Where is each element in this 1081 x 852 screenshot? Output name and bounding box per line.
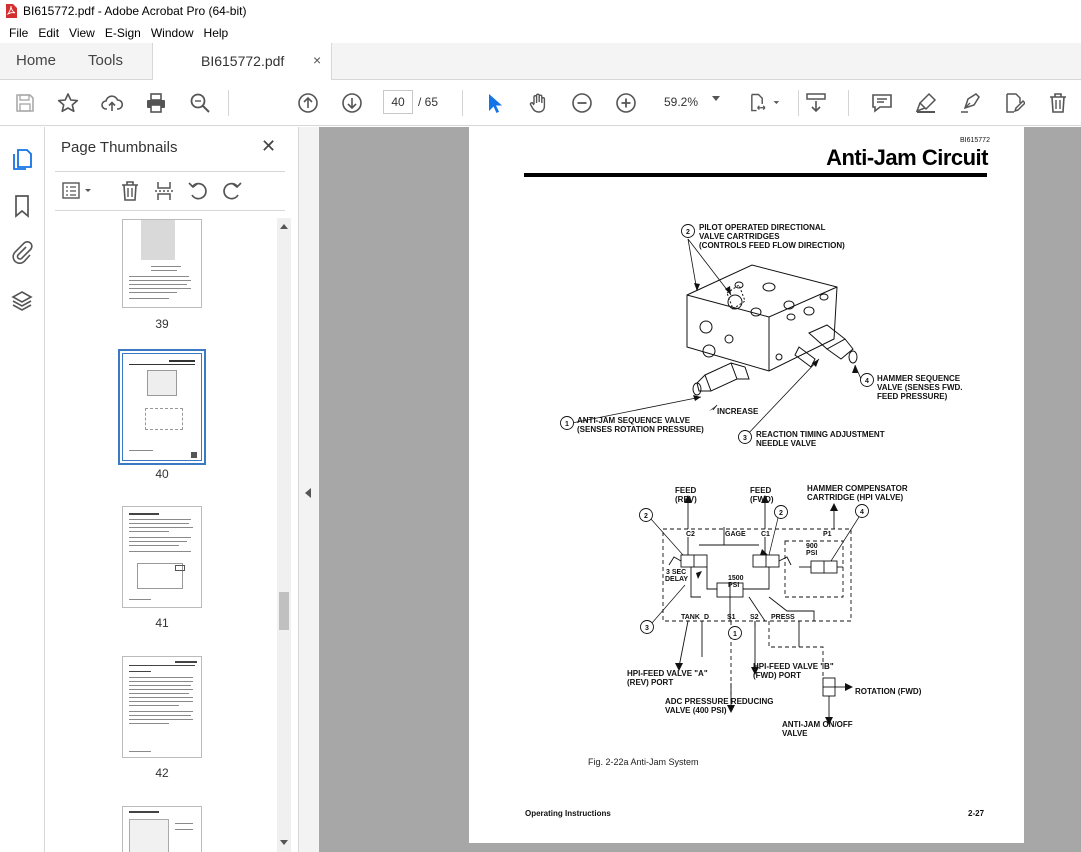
delete-button[interactable] bbox=[1046, 91, 1070, 115]
select-tool-button[interactable] bbox=[482, 91, 506, 115]
collapse-arrow-icon[interactable] bbox=[305, 488, 311, 498]
find-button[interactable] bbox=[188, 91, 212, 115]
chevron-down-icon bbox=[712, 96, 720, 101]
bookmark-icon bbox=[10, 194, 34, 218]
callout-2a: 2 bbox=[644, 513, 648, 520]
label-c2: C2 bbox=[686, 531, 695, 538]
callout-2b: 2 bbox=[779, 510, 783, 517]
label-900: 900 bbox=[806, 543, 818, 550]
callout-1: 1 bbox=[733, 631, 737, 638]
page-thumbnails-button[interactable] bbox=[10, 147, 34, 171]
comment-button[interactable] bbox=[870, 91, 894, 115]
pen-nib-icon bbox=[959, 92, 981, 114]
arrow-up-circle-icon bbox=[297, 92, 319, 114]
layers-button[interactable] bbox=[10, 289, 34, 313]
label-c1: C1 bbox=[761, 531, 770, 538]
thumbnails-panel bbox=[45, 127, 299, 852]
label-directional-3: (CONTROLS FEED FLOW DIRECTION) bbox=[699, 241, 845, 250]
window-title: BI615772.pdf - Adobe Acrobat Pro (64-bit) bbox=[23, 4, 247, 18]
extract-pages-icon[interactable] bbox=[153, 180, 175, 202]
tab-home[interactable]: Home bbox=[16, 52, 57, 69]
cursor-arrow-icon bbox=[483, 92, 505, 114]
label-increase: INCREASE bbox=[717, 407, 759, 416]
menu-window[interactable]: Window bbox=[150, 25, 194, 40]
label-tank: TANK bbox=[681, 614, 700, 621]
label-feed-fwd-2: (FWD) bbox=[750, 495, 774, 504]
label-delay-1: 3 SEC bbox=[666, 569, 687, 576]
edit-pdf-button[interactable] bbox=[1002, 91, 1026, 115]
label-hpi-b-1: HPI-FEED VALVE "B" bbox=[753, 662, 834, 671]
label-feed-rev-1: FEED bbox=[675, 486, 697, 495]
scroll-down-icon bbox=[805, 92, 827, 114]
save-button[interactable] bbox=[13, 91, 37, 115]
label-reaction-2: NEEDLE VALVE bbox=[756, 439, 817, 448]
scroll-mode-button[interactable] bbox=[804, 91, 828, 115]
document-tab-label: BI615772.pdf bbox=[201, 53, 285, 69]
label-d: D bbox=[704, 614, 710, 621]
page-total: / 65 bbox=[418, 95, 439, 109]
tab-tools[interactable]: Tools bbox=[88, 52, 124, 69]
label-hammer-comp-2: CARTRIDGE (HPI VALVE) bbox=[807, 493, 904, 502]
pdf-page bbox=[469, 127, 1024, 843]
label-press: PRESS bbox=[771, 614, 795, 621]
callout-3: 3 bbox=[645, 625, 649, 632]
label-hpi-b-2: (FWD) PORT bbox=[753, 671, 801, 680]
footer-left: Operating Instructions bbox=[525, 809, 611, 818]
label-rotation: ROTATION (FWD) bbox=[855, 687, 922, 696]
label-hammer-comp-1: HAMMER COMPENSATOR bbox=[807, 484, 908, 493]
options-menu-icon[interactable] bbox=[61, 180, 97, 202]
thumbnail-scrollbar[interactable] bbox=[277, 218, 291, 852]
bookmark-star-button[interactable] bbox=[56, 91, 80, 115]
thumbnail-label: 42 bbox=[155, 766, 169, 780]
thumbnail-list bbox=[45, 219, 277, 852]
menu-bar bbox=[0, 22, 1081, 43]
label-directional-2: VALVE CARTRIDGES bbox=[699, 232, 780, 241]
search-icon bbox=[189, 92, 211, 114]
label-1500-psi: PSI bbox=[728, 582, 740, 589]
label-s2: S2 bbox=[750, 614, 759, 621]
scroll-down-arrow-icon[interactable] bbox=[280, 840, 288, 845]
thumbnail-page-40[interactable] bbox=[122, 353, 202, 461]
label-feed-rev-2: (REV) bbox=[675, 495, 697, 504]
valve-block-drawing bbox=[687, 265, 857, 395]
highlighter-icon bbox=[915, 92, 937, 114]
label-hammer-seq-3: FEED PRESSURE) bbox=[877, 392, 948, 401]
navigation-rail bbox=[0, 127, 45, 852]
label-gage: GAGE bbox=[725, 531, 746, 538]
label-antijam-onoff-1: ANTI-JAM ON/OFF bbox=[782, 720, 853, 729]
scroll-up-arrow-icon[interactable] bbox=[280, 224, 288, 229]
next-page-button[interactable] bbox=[340, 91, 364, 115]
figure-caption: Fig. 2-22a Anti-Jam System bbox=[588, 757, 699, 767]
tab-bar bbox=[0, 43, 1081, 80]
rotate-left-icon[interactable] bbox=[187, 180, 209, 202]
tab-document[interactable] bbox=[152, 43, 332, 80]
callout-2-top: 2 bbox=[686, 229, 690, 236]
page-display-button[interactable] bbox=[748, 91, 784, 115]
callout-4: 4 bbox=[860, 509, 864, 516]
star-icon bbox=[57, 92, 79, 114]
document-id: BI615772 bbox=[960, 137, 990, 144]
label-antijam-seq-1: ANTI-JAM SEQUENCE VALVE bbox=[577, 416, 691, 425]
previous-page-button[interactable] bbox=[296, 91, 320, 115]
label-antijam-seq-2: (SENSES ROTATION PRESSURE) bbox=[577, 425, 704, 434]
label-feed-fwd-1: FEED bbox=[750, 486, 772, 495]
callout-3-top: 3 bbox=[743, 435, 747, 442]
zoom-out-button[interactable] bbox=[570, 91, 594, 115]
document-edit-icon bbox=[1003, 92, 1025, 114]
menu-file[interactable]: File bbox=[9, 25, 29, 40]
label-reaction-1: REACTION TIMING ADJUSTMENT bbox=[756, 430, 885, 439]
thumbnail-page-39[interactable] bbox=[122, 219, 202, 308]
thumbnail-page-42[interactable] bbox=[122, 656, 202, 758]
zoom-in-button[interactable] bbox=[614, 91, 638, 115]
label-s1: S1 bbox=[727, 614, 736, 621]
label-hpi-a-1: HPI-FEED VALVE "A" bbox=[627, 669, 708, 678]
comment-icon bbox=[871, 92, 893, 114]
menu-esign[interactable]: E-Sign bbox=[104, 25, 141, 40]
bookmarks-button[interactable] bbox=[10, 194, 34, 218]
layers-icon bbox=[10, 289, 34, 313]
close-panel-button[interactable]: ✕ bbox=[261, 136, 277, 156]
page-thumbnails-icon bbox=[10, 147, 34, 171]
fit-page-icon bbox=[749, 92, 783, 114]
plus-circle-icon bbox=[615, 92, 637, 114]
title-bar bbox=[0, 0, 1081, 22]
label-directional-1: PILOT OPERATED DIRECTIONAL bbox=[699, 223, 826, 232]
sign-button[interactable] bbox=[958, 91, 982, 115]
thumbnail-label: 40 bbox=[155, 467, 169, 481]
save-icon bbox=[14, 92, 36, 114]
thumbnail-label: 41 bbox=[155, 616, 169, 630]
label-antijam-onoff-2: VALVE bbox=[782, 729, 808, 738]
panel-collapse-strip[interactable] bbox=[299, 127, 319, 852]
page-heading: Anti-Jam Circuit bbox=[826, 145, 988, 170]
zoom-value: 59.2% bbox=[664, 95, 699, 109]
document-viewer[interactable] bbox=[319, 127, 1081, 852]
label-delay-2: DELAY bbox=[665, 576, 689, 583]
acrobat-icon bbox=[5, 4, 17, 18]
label-900-psi: PSI bbox=[806, 550, 818, 557]
scrollbar-thumb[interactable] bbox=[279, 592, 289, 630]
label-hammer-seq-2: VALVE (SENSES FWD. bbox=[877, 383, 963, 392]
toolbar bbox=[0, 80, 1081, 126]
thumbnail-label: 39 bbox=[155, 317, 169, 331]
menu-help[interactable]: Help bbox=[203, 25, 229, 40]
label-adc-2: VALVE (400 PSI) bbox=[665, 706, 727, 715]
thumbnail-page-43[interactable] bbox=[122, 806, 202, 852]
callout-1-top: 1 bbox=[565, 421, 569, 428]
minus-circle-icon bbox=[571, 92, 593, 114]
cloud-upload-icon bbox=[101, 92, 123, 114]
trash-icon[interactable] bbox=[119, 180, 141, 202]
upload-button[interactable] bbox=[100, 91, 124, 115]
footer-page-number: 2-27 bbox=[968, 809, 985, 818]
rotate-right-icon[interactable] bbox=[221, 180, 243, 202]
attachments-button[interactable] bbox=[10, 240, 34, 264]
panel-toolbar bbox=[55, 171, 285, 211]
label-hpi-a-2: (REV) PORT bbox=[627, 678, 674, 687]
panel-title: Page Thumbnails bbox=[61, 139, 178, 156]
zoom-select[interactable] bbox=[656, 90, 728, 114]
callout-4-top: 4 bbox=[865, 378, 869, 385]
printer-icon bbox=[145, 92, 167, 114]
print-button[interactable] bbox=[144, 91, 168, 115]
menu-edit[interactable]: Edit bbox=[38, 25, 60, 40]
label-hammer-seq-1: HAMMER SEQUENCE bbox=[877, 374, 961, 383]
anti-jam-diagram bbox=[469, 127, 1024, 843]
label-adc-1: ADC PRESSURE REDUCING bbox=[665, 697, 774, 706]
thumbnail-page-41[interactable] bbox=[122, 506, 202, 608]
menu-view[interactable]: View bbox=[69, 25, 95, 40]
page-number-input[interactable]: 40 bbox=[383, 90, 413, 114]
hand-tool-button[interactable] bbox=[526, 91, 550, 115]
paperclip-icon bbox=[10, 240, 34, 264]
hand-icon bbox=[527, 92, 549, 114]
arrow-down-circle-icon bbox=[341, 92, 363, 114]
label-1500: 1500 bbox=[728, 575, 744, 582]
trash-icon bbox=[1047, 92, 1069, 114]
label-p1: P1 bbox=[823, 531, 832, 538]
highlight-button[interactable] bbox=[914, 91, 938, 115]
close-tab-button[interactable]: × bbox=[313, 52, 322, 68]
